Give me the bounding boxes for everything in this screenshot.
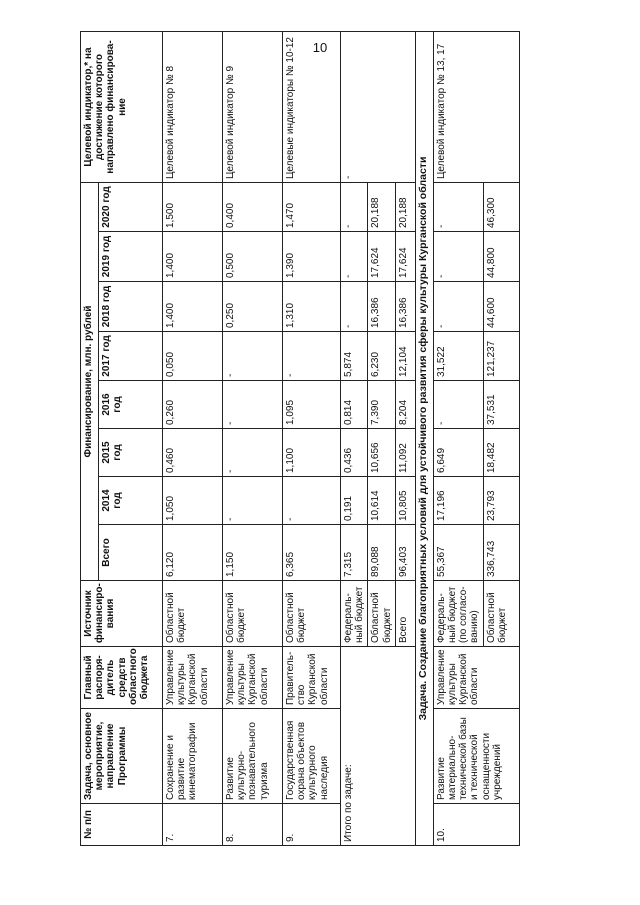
year-cell: 1,470 <box>283 183 341 232</box>
total-cell: 336,743 <box>483 525 519 581</box>
total-cell: 1,150 <box>223 525 283 581</box>
header-source: Источник финансиро-вания <box>81 581 163 647</box>
year-cell: - <box>433 232 483 282</box>
year-cell: 0,436 <box>341 429 368 477</box>
year-cell: 44,600 <box>483 282 519 332</box>
year-cell: - <box>283 477 341 525</box>
year-cell: 1,310 <box>283 282 341 332</box>
target-cell: Целевой индикатор № 8 <box>163 32 223 183</box>
source-cell: Всего <box>395 581 415 647</box>
total-cell: 96,403 <box>395 525 415 581</box>
table-row <box>433 32 483 846</box>
year-cell: 11,092 <box>395 429 415 477</box>
year-cell: - <box>223 429 283 477</box>
table-row <box>283 32 341 846</box>
source-cell: Областной бюджет <box>223 581 283 647</box>
year-cell: 1,400 <box>163 282 223 332</box>
year-cell: 37,531 <box>483 381 519 429</box>
year-cell: - <box>433 381 483 429</box>
source-cell: Областной бюджет <box>483 581 519 647</box>
total-cell: 55,367 <box>433 525 483 581</box>
year-cell: 6,649 <box>433 429 483 477</box>
year-cell: 1,100 <box>283 429 341 477</box>
year-cell: 31,522 <box>433 332 483 381</box>
total-cell: 89,088 <box>368 525 395 581</box>
table-row <box>341 32 368 846</box>
year-cell: 23,793 <box>483 477 519 525</box>
year-cell: 1,390 <box>283 232 341 282</box>
year-cell: 0,191 <box>341 477 368 525</box>
header-year: 2020 год <box>99 183 163 232</box>
header-target: Целевой индикатор,* на достижение которого направлено финансирова-ние <box>81 32 163 183</box>
task-cell: Развитие культурно-познавательного туризма <box>223 709 283 804</box>
row-number: 9. <box>283 804 341 846</box>
year-cell: 8,204 <box>395 381 415 429</box>
section-row <box>415 32 433 846</box>
table-row <box>223 32 283 846</box>
year-cell: 17,196 <box>433 477 483 525</box>
year-cell: - <box>223 477 283 525</box>
year-cell: 0,260 <box>163 381 223 429</box>
rotated-table-wrapper <box>80 32 508 846</box>
row-number: 8. <box>223 804 283 846</box>
total-cell: 7,315 <box>341 525 368 581</box>
year-cell: 0,460 <box>163 429 223 477</box>
year-cell: 46,300 <box>483 183 519 232</box>
task-cell: Развитие материально-технической базы и технической оснащенности учреждений <box>433 709 519 804</box>
year-cell: 10,614 <box>368 477 395 525</box>
header-no: № п/п <box>81 804 163 846</box>
year-cell: - <box>223 332 283 381</box>
year-cell: 10,656 <box>368 429 395 477</box>
header-row-1 <box>81 32 99 846</box>
header-financing: Финансирование, млн. рублей <box>81 183 99 581</box>
source-cell: Федераль-ный бюджет (по согласо-ванию) <box>433 581 483 647</box>
year-cell: 1,400 <box>163 232 223 282</box>
header-year: 2018 год <box>99 282 163 332</box>
year-cell: 12,104 <box>395 332 415 381</box>
source-cell: Областной бюджет <box>283 581 341 647</box>
header-year: 2019 год <box>99 232 163 282</box>
row-number: 7. <box>163 804 223 846</box>
header-year: 2015 год <box>99 429 163 477</box>
year-cell: - <box>223 381 283 429</box>
year-cell: 0,400 <box>223 183 283 232</box>
year-cell: 20,188 <box>395 183 415 232</box>
financing-table <box>80 31 520 846</box>
year-cell: 20,188 <box>368 183 395 232</box>
year-cell: 1,500 <box>163 183 223 232</box>
year-cell: 18,482 <box>483 429 519 477</box>
header-total: Всего <box>99 525 163 581</box>
header-manager: Главный распоря-дитель средств областного бюджета <box>81 647 163 709</box>
year-cell: 17,624 <box>395 232 415 282</box>
year-cell: 0,500 <box>223 232 283 282</box>
year-cell: 17,624 <box>368 232 395 282</box>
year-cell: 6,230 <box>368 332 395 381</box>
year-cell: 1,050 <box>163 477 223 525</box>
year-cell: 44,800 <box>483 232 519 282</box>
header-year: 2017 год <box>99 332 163 381</box>
year-cell: 121,237 <box>483 332 519 381</box>
year-cell: - <box>341 232 368 282</box>
header-year: 2014 год <box>99 477 163 525</box>
manager-cell: Управление культуры Курганской области <box>223 647 283 709</box>
target-cell: - <box>341 32 416 183</box>
section-heading: Задача. Создание благоприятных условий для устойчивого развития сферы культуры Курганской области <box>415 32 433 846</box>
task-cell: Сохранение и развитие кинематографии <box>163 709 223 804</box>
year-cell: - <box>341 183 368 232</box>
year-cell: 16,386 <box>368 282 395 332</box>
source-cell: Областной бюджет <box>368 581 395 647</box>
page-number: 10 <box>312 40 328 55</box>
year-cell: 0,050 <box>163 332 223 381</box>
manager-cell: Правитель-ство Курганской области <box>283 647 341 709</box>
year-cell: 5,874 <box>341 332 368 381</box>
manager-cell: Управление культуры Курганской области <box>433 647 519 709</box>
task-cell: Государственная охрана объектов культурного наследия <box>283 709 341 804</box>
target-cell: Целевой индикатор № 9 <box>223 32 283 183</box>
subtotal-label: Итого по задаче: <box>341 647 416 846</box>
row-number: 10. <box>433 804 519 846</box>
table-row <box>163 32 223 846</box>
year-cell: 0,814 <box>341 381 368 429</box>
year-cell: 0,250 <box>223 282 283 332</box>
source-cell: Областной бюджет <box>163 581 223 647</box>
year-cell: 10,805 <box>395 477 415 525</box>
total-cell: 6,365 <box>283 525 341 581</box>
year-cell: 16,386 <box>395 282 415 332</box>
target-cell: Целевой индикатор № 13, 17 <box>433 32 519 183</box>
manager-cell: Управление культуры Курганской области <box>163 647 223 709</box>
year-cell: - <box>433 183 483 232</box>
year-cell: - <box>283 332 341 381</box>
year-cell: - <box>341 282 368 332</box>
target-cell: Целевые индикаторы № 10-12 <box>283 32 341 183</box>
year-cell: 7,390 <box>368 381 395 429</box>
source-cell: Федераль-ный бюджет <box>341 581 368 647</box>
header-task: Задача, основное мероприятие, направление Программы <box>81 709 163 804</box>
year-cell: 1,095 <box>283 381 341 429</box>
header-year: 2016 год <box>99 381 163 429</box>
year-cell: - <box>433 282 483 332</box>
total-cell: 6,120 <box>163 525 223 581</box>
